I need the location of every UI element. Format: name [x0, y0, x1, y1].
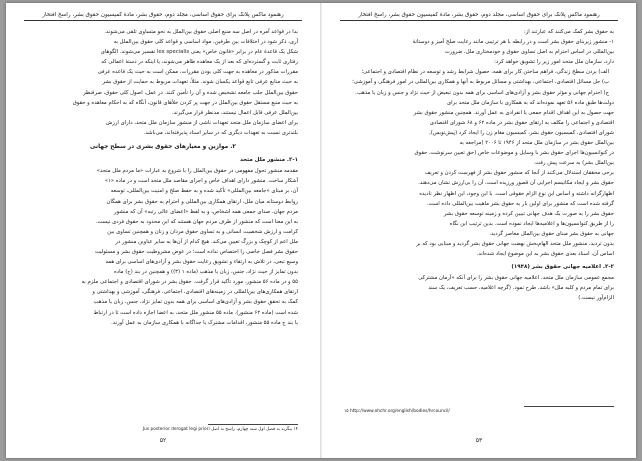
text-line: بدون تردید، منشور ملل متحد الهام‌بخش نهضت جهانی حقوق بشر گردید و مبنایی بود که بر: [416, 240, 614, 247]
text-line: بدا در قواعد آمره در اصل سه منبع اصلی حقوق بین‌الملل به نحو متساوی تلقی می‌شوند.: [104, 29, 298, 35]
text-line: کرامت و ارزش شخصیت انسانی و به تساوی حقوق مردان و زنان و همچنین تساوی بین: [107, 228, 298, 235]
right-paragraphs-mid: [344, 98, 614, 260]
list-item: الف) بردن سطح زندگی، فراهم ساختن کار برای همه، حصول شرایط رشد و توسعه در نظام اقتصادی و اجتماعی؛: [361, 69, 609, 76]
text-line: در کنوانسیون‌ها اجرای حقوق بشر با وسایل و موضوعات خاص (حق تعیین سرنوشت، حقوق: [414, 150, 614, 157]
text-line: رفتاری ثابت و گسترده‌ای که بعد از یک معاهده ظاهر می‌شوند، یا اینکه در دستهٔ اعمالی که: [101, 59, 298, 66]
right-paragraphs-top: [344, 27, 614, 67]
text-line: گرفته شده است که منشور برای اولین بار به حقوق بشر ماهیت بین‌المللی داده است.: [426, 200, 614, 207]
right-body-text: [344, 27, 614, 304]
text-line: حقوق بین‌الملل جلب جامعه تشخیص شده و آن را تأمین کنند. در عمل، اصول کلی حقوق، صرفنظر: [83, 89, 298, 96]
text-line: حقوق بشر را به صورت یک هدف جهانی تبیین کرده و زمینه توسعه حقوق بشر: [444, 210, 614, 217]
text-line: شکل یک قاعدهٔ عام در برابر «قانون خاص» یعنی lex specialis تفسیر می‌شوند. الگوهای: [100, 49, 298, 56]
text-line: کمک به تحقق حقوق بشر و آزادی‌های اساسی برای همه بدون تمایز نژاد، جنس، زبان یا مذهب: [93, 299, 298, 306]
text-line: دولت‌ها طبق ماده ۵۶ تعهد نموده‌اند که به همکاری با سازمان ملل متحد برای: [446, 99, 614, 106]
text-line: به این معنا است که منشور از طرف مردم جهان هستند که این محدود به حقوق فردی نیست.: [95, 218, 298, 225]
running-head-right: رهنمود ماکس پلانک برای حقوق اساسی، مجلد دوم، حقوق بشر، مادهٔ کمیسیون حقوق بشر، راسخ افتخار: [340, 12, 618, 21]
text-line: الزام‌آور نیست.): [578, 295, 614, 302]
text-line: ۵۵ و در ماده ۵۶ منشور، مورد تأکید قرار گرفت. حقوق بشر در شورای اقتصادی و اجتماعی ملزم به: [81, 279, 298, 286]
left-page: [6, 3, 320, 458]
subsection-heading: ۲-۲. اعلامیه جهانی حقوق بشر (۱۹۴۸): [511, 264, 614, 271]
text-line: بین‌الملل عرفی قابل اعمال نیستند، مدنظر قرار می‌گیرند.: [171, 109, 298, 116]
text-line: مقدمه منشور تحول مفهومی در حقوق بین‌الملل را با شروع به عبارات «ما مردم ملل متحد»: [96, 168, 298, 175]
text-line: وسیع تبعی، در تلاش به ارتقاء و تشویق رعایت حقوق بشر و آزادی‌های اساسی برای همه: [105, 259, 298, 266]
text-line: حقوق بشر و ایجاد مکانیسم اجرایی آن قصور ورزیده است، آن را بی‌ارزش نشان می‌دهند.: [418, 180, 614, 187]
text-line: با بند ج ماده ۵۵ منشور، اقدامات مشترک یا جداگانه با همکاری سازمان به عمل آورند.: [111, 319, 298, 326]
text-line: آری، ذکر شود در اختلافات بین طرفین، مواد اساسی و قواعد کلی حقوق بین‌الملل به: [113, 39, 298, 46]
text-line: ملل اعم از کوچک و بزرگ تعیین می‌کند. هیچ کدام از آن‌ها به سایر عناوین منشور در: [115, 238, 298, 245]
text-line: مقررات مذکور در معاهده به جهت کلی بودن مقررات، ممکن است به حیث یک قاعده عرفی: [97, 69, 298, 76]
footnote-left: ۱۴ بنگرید به فصل اول سند چهارم، راسخ به اصل Jus posterior derogat legi priori: [142, 427, 298, 432]
text-line: بین‌الملل بشر) به سرعت پیش رفت.: [533, 160, 614, 167]
list-item: ج) احترام جهانی و مؤثر حقوق بشر و آزادی‌های اساسی برای همه بدون تبعیض از حیث نژاد و جنس و زبان یا مذهب.: [355, 89, 609, 96]
text-line: به حقوق بشر کمک می‌کنند که عبارتند از:: [523, 29, 614, 35]
text-line: برخی محققان استدلال می‌کنند از آنجا که منشور حقوق بشر از فهرست کردن و تعریف: [424, 170, 614, 177]
footnote-right: ۱۵ http://www.ohchr.org/english/bodies/hrcouncil/: [344, 409, 450, 414]
text-line: بین‌المللی در اساس احترام به اصل تساوی حقوق و خودمختاری ملل، ضرورت: [444, 49, 614, 56]
text-line: جهت حصول به این اهداف اقدام جمعی یا انفرادی به عمل آورند. همچنین منشور حقوق بشر: [413, 109, 614, 116]
text-line: دارد، سازمان ملل متحد امور زیر را تشویق خواهد کرد:: [494, 59, 614, 66]
left-paragraphs-bottom: [28, 166, 298, 328]
text-line: جهانی به حقوق بشر مبنای حقوق بین‌الملل معاصر گردید.: [489, 230, 614, 237]
footnote-rule: [524, 406, 614, 407]
text-line: اساس آن، اسناد بعدی حقوق بشر به این موضوع ایجاد شده‌اند.: [476, 251, 614, 258]
text-line: شده است (ماده ۶۲ منشور). ماده ۵۵ منشور ملل متحد، به اعضا اجازه داده است تا در ارتباط: [93, 309, 298, 316]
text-line: ۱- منشور زیربنای حقوق بشر است و در رابطه با هر ترتیبی مانند رعایت صلح آمیز و دوستانهٔ: [412, 39, 614, 46]
text-line: اظهارگرانه داشته و اساس این نوع الزام حقوقی است. با این وجود، این اظهار نظر نادیده: [419, 190, 614, 197]
text-line: شورای اقتصادی، کمیسیون حقوق بشر، کمیسیون مقام زن را ایجاد کرد (پیش‌نویس),: [429, 129, 614, 136]
text-line: اقتصادی و اجتماعی را مکلف به ارتقای حقوق بشر در ماده ۶۲ و ۶۸ شورای اقتصادی: [429, 119, 614, 126]
text-line: روابط دوستانه میان ملل، ارتقای همکاری بین‌المللی و احترام به حقوق بشر برای همگان: [106, 198, 298, 205]
text-line: آشکار ساخت. منشور دارای اهداف خاص و اجرای مقاصد ملل متحد است و در ماده «۱»: [104, 178, 298, 185]
running-head-left: رهنمود ماکس پلانک برای حقوق اساسی، مجلد دوم، حقوق بشر، مادهٔ کمیسیون حقوق بشر، راسخ افتخار: [24, 12, 302, 21]
right-list: [344, 67, 614, 97]
text-line: به حیث منبع مستقل حقوق بین‌الملل در جهت پر کردن خلأهای قانون، آنگاه که به احکام معاهده و حقوق: [72, 99, 298, 106]
text-line: بدون تمایز از حیث نژاد، جنس، زبان یا مذهب (ماده ۱ (۳)) و همچنین در بند (ج) ماده: [113, 269, 298, 276]
right-page: [322, 3, 636, 458]
text-line: برای تمام مردم و کلیه ملل» باشد، طرح نمود. (گرچه اعلامیه، حسب تعریف، یک سند: [428, 285, 614, 292]
section-heading: ۲. موازین و معیارهای حقوق بشری در سطح جهانی: [90, 144, 236, 151]
left-paragraphs-top: [28, 27, 298, 138]
text-line: بلندتری نسبت به تعهدات دیگری که در سایر اسناد پذیرفته‌اند، می‌باشد.: [143, 129, 298, 136]
footnote-rule: [208, 424, 298, 425]
text-line: حقوق بشر فصل خاصی را اختصاص نداده است؛ در عوض مشروطیت حقوق بشر و مسئولیت: [94, 248, 298, 255]
left-body-text: [28, 27, 298, 328]
page-number-right: ۵۳: [475, 437, 483, 444]
page-number-left: ۵۲: [159, 437, 167, 444]
text-line: آن، بر مبنای «جامعه بین‌المللی» تأکید شده و به حفظ صلح و امنیت بین‌المللی، توسعه: [110, 188, 298, 195]
text-line: بین‌الملل حقوق بشر در سازمان ملل متحد از ۱۹۴۶ تا ۲۰۰۶ (مراجعه به: [459, 140, 614, 147]
text-line: به حیث منابع عرفی تابع قواعد یکسان شوند. مثلاً، تعهدات مربوط به حمایت از حقوق بشر: [102, 79, 298, 86]
list-item: ب) حل مسائل اقتصادی، اجتماعی، بهداشتی و مسائل مربوط به آنها و همکاری بین‌المللی در امور فرهنگی و آموزشی؛: [352, 79, 609, 86]
text-line: برای اعضای سازمان ملل متحد تعهدات ناشی از منشور سازمان ملل متحد، دارای ارزش: [105, 119, 298, 126]
book-spread: [6, 3, 636, 458]
text-line: را از طریق کنوانسیون‌ها و اعلامیه‌ها ایجاد نموده است. بدین ترتیب این نگاه: [449, 220, 614, 227]
text-line: ارتقای همکاری‌های بین‌المللی در زمینه‌های اقتصادی، اجتماعی، فرهنگی، آموزشی و بهداشتی و: [92, 289, 298, 296]
right-paragraphs-bottom: [344, 273, 614, 303]
subsection-heading: ۲-۱. منشور ملل متحد: [239, 157, 298, 164]
text-line: مجمع عمومی سازمان ملل متحد، اعلامیه جهانی حقوق بشر را برای آنکه «آرمان مشترکی: [418, 275, 614, 282]
text-line: مردم جهان، صدای جمعی همه اشخاص، و به لفظ «اعضای عالی رتبه» آن که منشور: [114, 208, 298, 215]
